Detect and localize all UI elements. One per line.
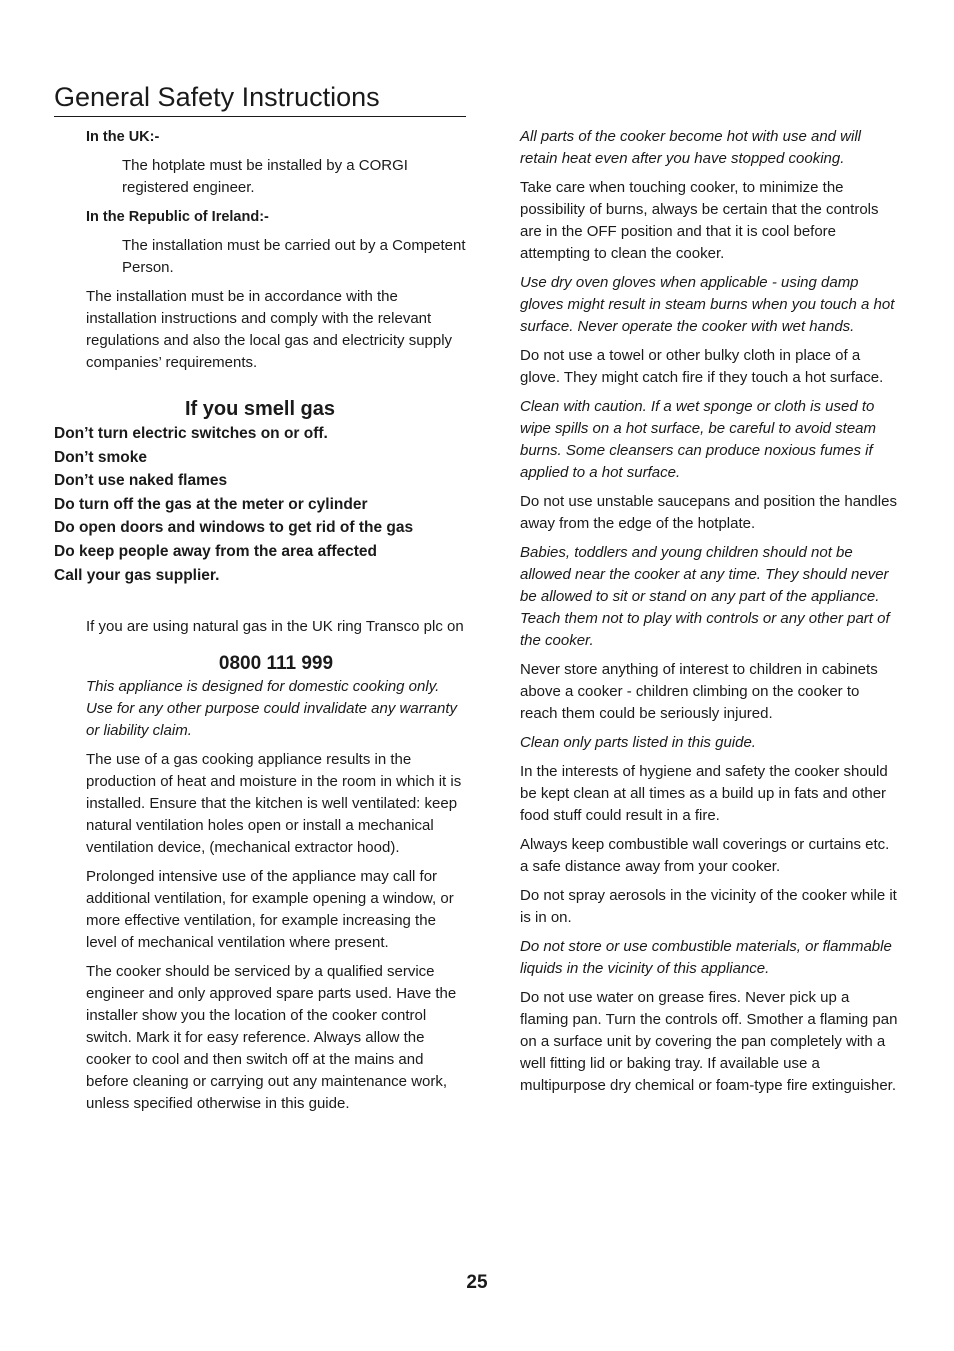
page-number: 25 [466,1272,488,1293]
right-column [520,126,900,1104]
list-item: Do turn off the gas at the meter or cylinder [54,495,368,513]
safety-paragraph: Always keep combustible wall coverings or curtains etc. a safe distance away from your cooker. [520,836,890,875]
smell-gas-heading: If you smell gas [184,398,336,420]
service-text: The cooker should be serviced by a qualified service engineer and only approved spare parts used. Have the installer show you the location of the cooker control switch. Mark it for easy reference. Always allow the cooker to cool and then switch off at the mains and before cleaning or carrying out any maintenance work, unless specified otherwise in this guide. [86,963,457,1113]
left-column [54,126,466,1122]
safety-paragraph: Take care when touching cooker, to minimize the possibility of burns, always be certain that the controls are in the OFF position and that it is cool before attempting to clean the cooker. [520,179,879,262]
safety-paragraph: All parts of the cooker become hot with use and will retain heat even after you have stopped cooking. [520,128,862,167]
safety-paragraph: Do not use unstable saucepans and position the handles away from the edge of the hotplate. [520,493,897,532]
list-item: Call your gas supplier. [54,566,220,584]
uk-text: The hotplate must be installed by a CORGI registered engineer. [122,157,408,196]
safety-paragraph: Never store anything of interest to children in cabinets above a cooker - children climbing on the cooker to reach them could be seriously injured. [520,661,878,722]
safety-paragraph: Clean with caution. If a wet sponge or cloth is used to wipe spills on a hot surface, be careful to avoid steam burns. Some cleansers can produce noxious fumes if applied to a hot surface. [520,398,877,481]
list-item: Do open doors and windows to get rid of the gas [54,519,414,537]
safety-paragraph: Use dry oven gloves when applicable - using damp gloves might result in steam burns when you touch a hot surface. Never operate the cooker with wet hands. [520,274,895,335]
safety-paragraph: Do not store or use combustible materials, or flammable liquids in the vicinity of this appliance. [520,938,892,977]
list-item: Don’t smoke [54,448,148,466]
phone-number: 0800 111 999 [218,653,334,675]
prolonged-text: Prolonged intensive use of the appliance may call for additional ventilation, for example opening a window, or more effective ventilation, for example increasing the level of mechanical ventilation where present. [86,868,454,952]
smell-gas-list [54,422,466,587]
ireland-heading: In the Republic of Ireland:- [86,209,269,225]
page-title: General Safety Instructions [54,80,466,117]
list-item: Don’t turn electric switches on or off. [54,425,328,442]
uk-heading: In the UK:- [86,129,160,145]
safety-paragraph: Babies, toddlers and young children should not be allowed near the cooker at any time. They should never be allowed to sit or stand on any part of the appliance. Teach them not to play with controls or any other part of the cooker. [520,544,890,649]
ventilation-text: The use of a gas cooking appliance results in the production of heat and moisture in the room in which it is installed. Ensure that the kitchen is well ventilated: keep natural ventilation holes open or install a mechanical ventilation device, (mechanical extractor hood). [86,751,462,857]
safety-paragraph: Do not spray aerosols in the vicinity of the cooker while it is in on. [520,887,897,926]
safety-paragraph: Do not use a towel or other bulky cloth in place of a glove. They might catch fire if they touch a hot surface. [520,347,884,386]
list-item: Do keep people away from the area affected [54,542,378,560]
safety-paragraph: In the interests of hygiene and safety the cooker should be kept clean at all times as a build up in fats and other food stuff could result in a fire. [520,763,888,824]
list-item: Don’t use naked flames [54,472,228,490]
ireland-text: The installation must be carried out by a Competent Person. [122,237,466,276]
safety-paragraph: Clean only parts listed in this guide. [520,734,756,751]
installation-text: The installation must be in accordance with the installation instructions and comply with the relevant regulations and also the local gas and electricity supply companies’ requirements. [86,288,453,371]
safety-paragraph: Do not use water on grease fires. Never pick up a flaming pan. Turn the controls off. Smother a flaming pan on a surface unit by covering the pan completely with a well fitting lid or baking tray. If available use a multipurpose dry chemical or foam-type fire extinguisher. [520,989,898,1094]
natural-gas-text: If you are using natural gas in the UK ring Transco plc on [86,618,464,636]
domestic-text: This appliance is designed for domestic cooking only. Use for any other purpose could invalidate any warranty or liability claim. [86,678,458,740]
